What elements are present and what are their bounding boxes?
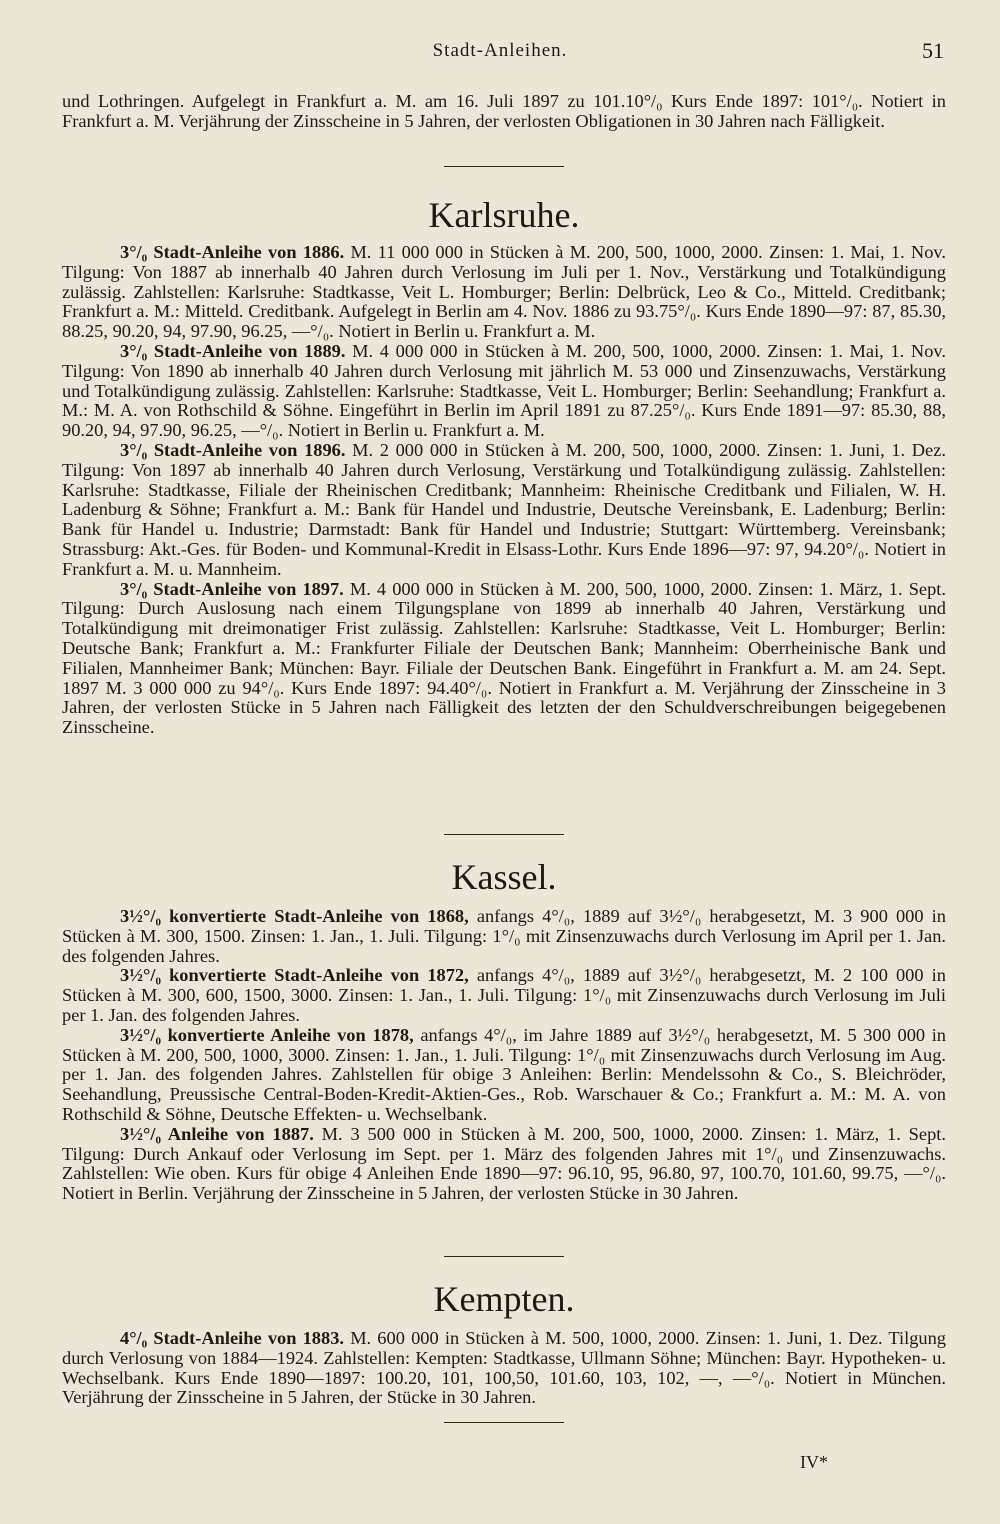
entry-text: M. 11 000 000 in Stücken à M. 200, 500, 1000, 2000. Zinsen: 1. Mai, 1. Nov. Tilgung: Von 1887 ab innerhalb 40 Jahren durch Verlosung im Juli per 1. Nov., Verstärkung und Totalkündigung zulässig. Zahlstellen: Karlsruhe: Stadtkasse, Veit L. Homburger; Berlin: Delbrück, Leo & Co., Mitteld. Creditbank; Frankfurt a. M.: Mitteld. Creditbank. Aufgelegt in Berlin am 4. Nov. 1886 zu 93.75°/₀. Kurs Ende 1890—97: 87, 85.30, 88.25, 90.20, 94, 97.90, 96.25, —°/₀. Notiert in Berlin u. Frankfurt a. M. xyxy=(62,242,946,342)
entry-text: M. 600 000 in Stücken à M. 500, 1000, 2000. Zinsen: 1. Juni, 1. Dez. Tilgung durch Verlosung von 1884—1924. Zahlstellen: Kempten: Stadtkasse, Ullmann Söhne; München: Bayr. Hypotheken- u. Wechselbank. Kurs Ende 1890—1897: 100.20, 101, 100,50, 101.60, 103, 102, —, —°/₀. Notiert in München. Verjährung der Zinsscheine in 5 Jahren, der Stücke in 30 Jahren. xyxy=(62,1328,946,1408)
entry-kassel-1872 xyxy=(62,966,946,1025)
intro-paragraph: und Lothringen. Aufgelegt in Frankfurt a. M. am 16. Juli 1897 zu 101.10°/₀ Kurs Ende 1897: 101°/₀. Notiert in Frankfurt a. M. Verjährung der Zinsscheine in 5 Jahren, der verlosten Obligationen in 30 Jahren nach Fälligkeit. xyxy=(62,91,946,131)
entry-kempten-1883 xyxy=(62,1329,946,1408)
entry-karlsruhe-1886 xyxy=(62,243,946,342)
section-rule xyxy=(444,166,564,167)
intro-block xyxy=(62,92,946,132)
entry-heading: 3½°/₀ konvertierte Anleihe von 1878, xyxy=(120,1024,414,1045)
entry-text: anfangs 4°/₀, im Jahre 1889 auf 3½°/₀ herabgesetzt, M. 5 300 000 in Stücken à M. 200, 500, 1000, 3000. Zinsen: 1. Jan., 1. Juli. Tilgung: 1°/₀ mit Zinsenzuwachs durch Verlosung im Aug. per 1. Jan. des folgenden Jahres. Zahlstellen für obige 3 Anleihen: Berlin: Mendelssohn & Co., S. Bleichröder, Seehandlung, Preussische Central-Boden-Kredit-Aktien-Ges., Rob. Warschauer & Co.; Frankfurt a. M.: M. A. von Rothschild & Söhne, Deutsche Effekten- u. Wechselbank. xyxy=(62,1024,946,1124)
entry-heading: 3°/₀ Stadt-Anleihe von 1897. xyxy=(120,578,344,599)
entry-heading: 3°/₀ Stadt-Anleihe von 1889. xyxy=(120,340,346,361)
entry-kassel-1868 xyxy=(62,907,946,966)
entry-heading: 4°/₀ Stadt-Anleihe von 1883. xyxy=(120,1328,344,1348)
entry-kassel-1887 xyxy=(62,1125,946,1204)
page-number: 51 xyxy=(922,38,944,63)
entry-heading: 3½°/₀ konvertierte Stadt-Anleihe von 1868, xyxy=(120,906,469,926)
entry-kassel-1878 xyxy=(62,1026,946,1125)
section-rule xyxy=(444,1256,564,1257)
section-kassel xyxy=(62,834,946,1204)
entry-text: M. 3 500 000 in Stücken à M. 200, 500, 1000, 2000. Zinsen: 1. März, 1. Sept. Tilgung: Durch Ankauf oder Verlosung im Sept. per 1. März des folgenden Jahres mit 1°/₀ und Zinsenzuwachs. Zahlstellen: Wie oben. Kurs für obige 4 Anleihen Ende 1890—97: 96.10, 95, 96.80, 97, 100.70, 101.60, 99.75, —°/₀. Notiert in Berlin. Verjährung der Zinsscheine in 5 Jahren, der verlosten Stücke in 30 Jahren. xyxy=(62,1123,946,1204)
entry-karlsruhe-1896 xyxy=(62,441,946,580)
entry-heading: 3½°/₀ konvertierte Stadt-Anleihe von 1872, xyxy=(120,965,469,986)
signature-mark: IV* xyxy=(800,1452,828,1472)
section-rule xyxy=(444,1422,564,1423)
entry-text: M. 4 000 000 in Stücken à M. 200, 500, 1000, 2000. Zinsen: 1. Mai, 1. Nov. Tilgung: Von 1890 ab innerhalb 40 Jahren durch Verlosung mit jährlich M. 53 000 und Zinsenzuwachs, Verstärkung und Totalkündigung zulässig. Zahlstellen: Karlsruhe: Stadtkasse, Veit L. Homburger; Berlin: Seehandlung; Frankfurt a. M.: M. A. von Rothschild & Söhne. Eingeführt in Berlin im April 1891 zu 87.25°/₀. Kurs Ende 1891—97: 85.30, 88, 90.20, 94, 97.90, 96.25, —°/₀. Notiert in Berlin u. Frankfurt a. M. xyxy=(62,340,946,441)
section-title-karlsruhe: Karlsruhe. xyxy=(428,195,580,235)
entry-heading: 3°/₀ Stadt-Anleihe von 1886. xyxy=(120,242,345,262)
entry-text: M. 4 000 000 in Stücken à M. 200, 500, 1000, 2000. Zinsen: 1. März, 1. Sept. Tilgung: Durch Auslosung nach einem Tilgungsplane von 1899 ab innerhalb 40 Jahren, Verstärkung und Totalkündigung mit dreimonatiger Frist zulässig. Zahlstellen: Karlsruhe: Stadtkasse, Veit L. Homburger; Berlin: Deutsche Bank; Frankfurt a. M.: Frankfurter Filiale der Deutschen Bank; Mannheim: Oberrheinische Bank und Filialen, Mannheimer Bank; München: Bayr. Filiale der Deutschen Bank. Eingeführt in Frankfurt a. M. am 24. Sept. 1897 M. 3 000 000 zu 94°/₀. Kurs Ende 1897: 94.40°/₀. Notiert in Frankfurt a. M. Verjährung der Zinsscheine in 3 Jahren, der verlosten Stücke in 5 Jahren nach Fälligkeit des letzten der den Schuldverschreibungen beigegebenen Zinsscheine. xyxy=(62,578,946,738)
section-title-kempten: Kempten. xyxy=(433,1279,575,1319)
entry-text: anfangs 4°/₀, 1889 auf 3½°/₀ herabgesetzt, M. 2 100 000 in Stücken à M. 300, 600, 1500, 3000. Zinsen: 1. Jan., 1. Juli. Tilgung: 1°/₀ mit Zinsenzuwachs durch Verlosung im Juli per 1. Jan. des folgenden Jahres. xyxy=(62,965,946,1025)
entry-text: anfangs 4°/₀, 1889 auf 3½°/₀ herabgesetzt, M. 3 900 000 in Stücken à M. 300, 1500. Zinsen: 1. Jan., 1. Juli. Tilgung: 1°/₀ mit Zinsenzuwachs durch Verlosung im April per 1. Jan. des folgenden Jahres. xyxy=(62,906,946,966)
entry-heading: 3°/₀ Stadt-Anleihe von 1896. xyxy=(120,439,346,460)
entry-text: M. 2 000 000 in Stücken à M. 200, 500, 1000, 2000. Zinsen: 1. Juni, 1. Dez. Tilgung: Von 1897 ab innerhalb 40 Jahren durch Verlosung, Verstärkung und Totalkündigung zulässig. Zahlstellen: Karlsruhe: Stadtkasse, Filiale der Rheinischen Creditbank; Mannheim: Rheinische Creditbank und Filialen, W. H. Ladenburg & Söhne; Frankfurt a. M.: Bank für Handel und Industrie, Deutsche Vereinsbank, E. Ladenburg; Berlin: Bank für Handel u. Industrie; Darmstadt: Bank für Handel und Industrie; Stuttgart: Württemberg. Vereinsbank; Strassburg: Akt.-Ges. für Boden- und Kommunal-Kredit in Elsass-Lothr. Kurs Ende 1896—97: 97, 94.20°/₀. Notiert in Frankfurt a. M. u. Mannheim. xyxy=(62,439,946,579)
entry-heading: 3½°/₀ Anleihe von 1887. xyxy=(120,1123,314,1144)
section-rule xyxy=(444,834,564,835)
entry-karlsruhe-1897 xyxy=(62,580,946,738)
section-title-kassel: Kassel. xyxy=(451,857,557,897)
running-title: Stadt-Anleihen. xyxy=(432,40,568,61)
section-karlsruhe xyxy=(62,166,946,738)
section-kempten xyxy=(62,1256,946,1423)
running-head xyxy=(0,38,1000,68)
entry-karlsruhe-1889 xyxy=(62,342,946,441)
